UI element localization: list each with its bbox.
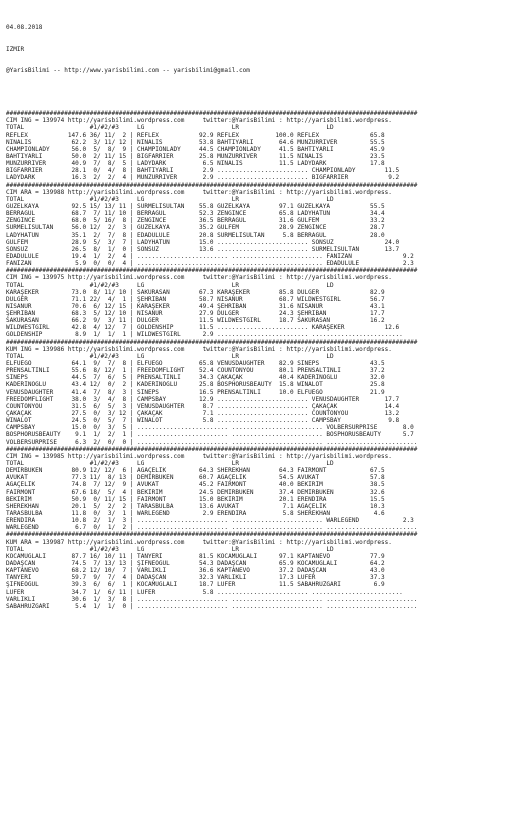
table-row: KARAŞEKER 73.0 8/ 11/ 10 | SAKURASAN 67.3 KARAŞEKER 85.8 DÜLGER 82.9 xyxy=(6,288,385,296)
table-row: WINALOT 24.5 0/ 5/ 7 | WINALOT 5.8 ......................... CAMPSBAY 9.8 xyxy=(6,417,400,425)
race-title: CIM ING = 139975 http://yarisbilimi.wordpress.com twitter:@YarisBilimi : http://yarisbilimi.wordpress. xyxy=(6,274,392,282)
table-row: ZENGİNCE 68.0 5/ 16/ 8 | ZENGİNCE 36.5 BERRAGÜL 31.6 GÜLFEM 33.2 xyxy=(6,217,385,225)
table-row: DADAŞCAN 74.5 7/ 13/ 13 | ŞİFNEOĞUL 54.3 DADAŞCAN 65.9 KOCAMUĞLALI 64.2 xyxy=(6,559,385,567)
race-block xyxy=(6,110,526,181)
table-row: PRENSALTINLI 55.6 8/ 12/ 1 | FREEDOMFLIGHT 52.4 COUNTONYOU 80.1 PRENSALTINLI 37.2 xyxy=(6,367,385,375)
table-row: LADYDARK 16.3 2/ 2/ 4 | MUNZURRIVER 2.9 ......................... BIGFARRIER 9.2 xyxy=(6,174,400,182)
table-row: AĞAÇELİK 74.8 7/ 12/ 9 | AVUKAT 45.2 FAIRMONT 40.0 BEKİRİM 38.5 xyxy=(6,481,385,489)
table-row: SAKURASAN 66.2 9/ 3/ 11 | DÜLGER 11.5 WILDWESTGIRL 18.7 SAKURASAN 16.2 xyxy=(6,317,385,325)
race-block xyxy=(6,267,526,338)
table-row: REFLEX 147.6 36/ 11/ 2 | REFLEX 92.9 REFLEX 100.0 REFLEX 65.8 xyxy=(6,131,385,139)
table-row: AVUKAT 77.3 11/ 8/ 13 | DEMİRBÜKEN 60.7 AĞAÇELİK 54.5 AVUKAT 57.8 xyxy=(6,474,385,482)
table-row: NİSANUR 70.6 6/ 12/ 15 | KARAŞEKER 49.4 ŞEHRİBAN 31.6 NİSANUR 43.1 xyxy=(6,302,385,310)
table-row: ELFUEGO 64.1 9/ 7/ 8 | ELFUEGO 65.8 VENUSDAUGHTER 82.9 SİNEPS 43.5 xyxy=(6,360,385,368)
table-row: BOSPHORUSBEAUTY 9.1 1/ 2/ 1 | ......................... ......................... BOSPHORUSBEAUTY 5.7 xyxy=(6,431,414,439)
table-row: SONSUZ 26.5 8/ 1/ 0 | SONSUZ 13.6 ......................... SÜRMELİSULTAN 13.7 xyxy=(6,245,400,253)
race-blocks xyxy=(6,110,526,610)
table-row: DÜLGER 71.1 22/ 4/ 1 | ŞEHRİBAN 58.7 NİSANUR 68.7 WILDWESTGIRL 56.7 xyxy=(6,295,385,303)
race-block xyxy=(6,531,526,610)
separator-line: ################################################################################################################# xyxy=(6,181,418,189)
race-block xyxy=(6,182,526,268)
table-row: SİNEPS 44.5 7/ 6/ 5 | PRENSALTINLI 34.3 ÇAKAÇAK 40.4 KADERİNOĞLU 32.0 xyxy=(6,374,385,382)
table-row: LADYHATUN 35.1 2/ 7/ 8 | EDADULÜLE 20.8 SÜRMELİSULTAN 5.8 BERRAGÜL 28.0 xyxy=(6,231,385,239)
table-row: TARASBULBA 11.8 0/ 3/ 1 | WARLEGEND 2.9 ERENDIRA 5.8 SHEREKHAN 4.6 xyxy=(6,510,385,517)
table-row: ERENDIRA 10.8 2/ 1/ 3 | ......................... ......................... WARLEGEND 2.3 xyxy=(6,517,414,525)
table-row: COUNTONYOU 31.5 6/ 5/ 3 | VENUSDAUGHTER 8.7 ......................... ÇAKAÇAK 14.4 xyxy=(6,402,400,410)
spacer xyxy=(6,89,526,96)
table-row: SÜRMELİSULTAN 56.0 12/ 2/ 3 | GÜZELKAYA 35.2 GÜLFEM 28.9 ZENGİNCE 28.7 xyxy=(6,224,385,232)
column-header: TOTAL #1/#2/#3 LG LR LD xyxy=(6,460,334,468)
separator-line: ################################################################################################################# xyxy=(6,445,418,453)
column-header: TOTAL #1/#2/#3 LG LR LD xyxy=(6,124,334,132)
table-row: BAHTIYARLI 50.0 2/ 11/ 15 | BIGFARRIER 25.8 MUNZURRIVER 11.5 NINALIS 23.5 xyxy=(6,152,385,160)
table-row: LÜFER 34.7 1/ 6/ 11 | LÜFER 5.8 ......................... ......................... xyxy=(6,588,403,596)
table-row: BERRAGÜL 68.7 7/ 11/ 10 | BERRAGÜL 52.3 ZENGİNCE 65.8 LADYHATUN 34.4 xyxy=(6,210,385,218)
race-block xyxy=(6,339,526,446)
results-document xyxy=(6,10,526,617)
table-row: DEMİRBÜKEN 80.9 12/ 12/ 6 | AĞAÇELİK 64.3 SHEREKHAN 64.3 FAIRMONT 67.5 xyxy=(6,467,385,475)
report-city: IZMIR xyxy=(6,45,25,53)
table-row: FANİZAN 5.9 0/ 0/ 4 | ......................... ......................... EDADULÜLE 2.3 xyxy=(6,260,414,268)
table-row: WARLEGEND 6.7 0/ 1/ 2 | ......................... ......................... ......................... xyxy=(6,524,418,532)
table-row: ÇAKAÇAK 27.5 0/ 3/ 12 | ÇAKAÇAK 7.1 ......................... COUNTONYOU 13.2 xyxy=(6,410,400,418)
column-header: TOTAL #1/#2/#3 LG LR LD xyxy=(6,545,334,553)
race-title: CIM ING = 139974 http://yarisbilimi.wordpress.com twitter:@YarisBilimi : http://yarisbilimi.wordpress. xyxy=(6,117,392,125)
separator-line: ################################################################################################################# xyxy=(6,110,418,118)
race-title: CIM ING = 139985 http://yarisbilimi.wordpress.com twitter:@YarisBilimi : http://yarisbilimi.wordpress. xyxy=(6,452,392,460)
table-row: CHAMPIONLADY 56.0 5/ 8/ 9 | CHAMPIONLADY 44.5 CHAMPIONLADY 41.5 BAHTIYARLI 45.9 xyxy=(6,145,385,153)
table-row: SABAHRÜZGARI 5.4 1/ 1/ 0 | ......................... ......................... ......................... xyxy=(6,602,418,610)
table-row: FAIRMONT 67.6 18/ 5/ 4 | BEKİRİM 24.5 DEMİRBÜKEN 37.4 DEMİRBÜKEN 32.6 xyxy=(6,488,385,496)
table-row: BIGFARRIER 28.1 0/ 4/ 8 | BAHTIYARLI 2.9 ......................... CHAMPIONLADY 11.5 xyxy=(6,167,400,175)
race-title: KUM ING = 139986 http://yarisbilimi.wordpress.com twitter:@YarisBilimi : http://yarisbilimi.wordpress. xyxy=(6,345,392,353)
column-header: TOTAL #1/#2/#3 LG LR LD xyxy=(6,195,334,203)
column-header: TOTAL #1/#2/#3 LG LR LD xyxy=(6,352,334,360)
table-row: GÜZELKAYA 92.5 15/ 13/ 11 | SÜRMELİSULTAN 55.8 GÜZELKAYA 97.1 GÜZELKAYA 55.5 xyxy=(6,202,385,210)
table-row: MUNZURRIVER 40.9 7/ 8/ 5 | LADYDARK 6.5 NINALIS 11.5 LADYDARK 17.8 xyxy=(6,160,385,168)
table-row: KADERİNOĞLU 43.4 12/ 0/ 2 | KADERİNOĞLU 25.8 BOSPHORUSBEAUTY 15.8 WINALOT 25.8 xyxy=(6,381,385,389)
report-date: 04.08.2018 xyxy=(6,24,43,32)
table-row: TANYERİ 59.7 9/ 7/ 4 | DADAŞCAN 32.3 VARLIKLI 17.3 LÜFER 37.3 xyxy=(6,574,385,582)
table-row: CAMPSBAY 15.0 0/ 3/ 5 | ......................... ......................... VOLBERSURPRISE 8.0 xyxy=(6,424,414,432)
table-row: ŞİFNEOĞUL 39.3 6/ 6/ 1 | KOCAMUĞLALI 18.7 LÜFER 11.5 SABAHRÜZGARI 6.9 xyxy=(6,581,385,589)
table-row: ŞEHRİBAN 68.3 5/ 12/ 10 | NİSANUR 27.9 DÜLGER 24.3 ŞEHRİBAN 17.7 xyxy=(6,310,385,318)
race-block xyxy=(6,446,526,532)
table-row: BEKİRİM 50.9 0/ 11/ 15 | FAIRMONT 15.0 BEKİRİM 20.1 ERENDIRA 15.5 xyxy=(6,495,385,503)
table-row: KOCAMUĞLALI 87.7 16/ 10/ 11 | TANYERİ 81.5 KOCAMUĞLALI 97.1 KAPTANEVO 77.9 xyxy=(6,552,385,560)
table-row: FREEDOMFLIGHT 38.0 3/ 4/ 8 | CAMPSBAY 12.9 ......................... VENUSDAUGHTER 17.7 xyxy=(6,395,400,403)
separator-line: ################################################################################################################# xyxy=(6,338,418,346)
separator-line: ################################################################################################################# xyxy=(6,531,418,539)
table-row: VARLIKLI 30.6 1/ 3/ 8 | ......................... ......................... ......................... xyxy=(6,595,418,603)
table-row: SHEREKHAN 20.1 5/ 2/ 2 | TARASBULBA 13.6 AVUKAT 7.1 AĞAÇELİK 10.3 xyxy=(6,502,385,510)
table-row: VENUSDAUGHTER 41.4 7/ 8/ 3 | SİNEPS 16.5 PRENSALTINLI 10.0 ELFUEGO 21.9 xyxy=(6,388,385,396)
table-row: KAPTANEVO 68.2 12/ 10/ 7 | VARLIKLI 36.6 KAPTANEVO 37.2 DADAŞCAN 43.0 xyxy=(6,567,385,575)
table-row: WILDWESTGIRL 42.8 4/ 12/ 7 | GOLDENSHIP 11.5 ......................... KARAŞEKER 12.6 xyxy=(6,324,400,332)
table-row: EDADULÜLE 19.4 1/ 2/ 4 | ......................... ......................... FANİZAN 9.2 xyxy=(6,252,414,260)
column-header: TOTAL #1/#2/#3 LG LR LD xyxy=(6,281,334,289)
table-row: GÜLFEM 28.9 5/ 3/ 7 | LADYHATUN 15.0 ......................... SONSUZ 24.0 xyxy=(6,238,400,246)
table-row: GOLDENSHIP 8.9 1/ 1/ 1 | WILDWESTGIRL 2.9 ......................... ......................... xyxy=(6,331,403,339)
race-title: KUM ARA = 139987 http://yarisbilimi.wordpress.com twitter:@YarisBilimi : http://yarisbilimi.wordpress. xyxy=(6,538,392,546)
race-title: CIM ARA = 139988 http://yarisbilimi.wordpress.com twitter:@YarisBilimi : http://yarisbilimi.wordpress. xyxy=(6,188,392,196)
report-contact-line: @YarisBilimi -- http://www.yarisbilimi.com -- yarisbilimi@gmail.com xyxy=(6,67,250,75)
table-row: VOLBERSURPRISE 6.3 2/ 0/ 0 | ......................... ......................... ......................... xyxy=(6,438,418,446)
separator-line: ################################################################################################################# xyxy=(6,267,418,275)
table-row: NINALIS 62.2 3/ 11/ 12 | NINALIS 53.8 BAHTIYARLI 64.6 MUNZURRIVER 55.5 xyxy=(6,138,385,146)
